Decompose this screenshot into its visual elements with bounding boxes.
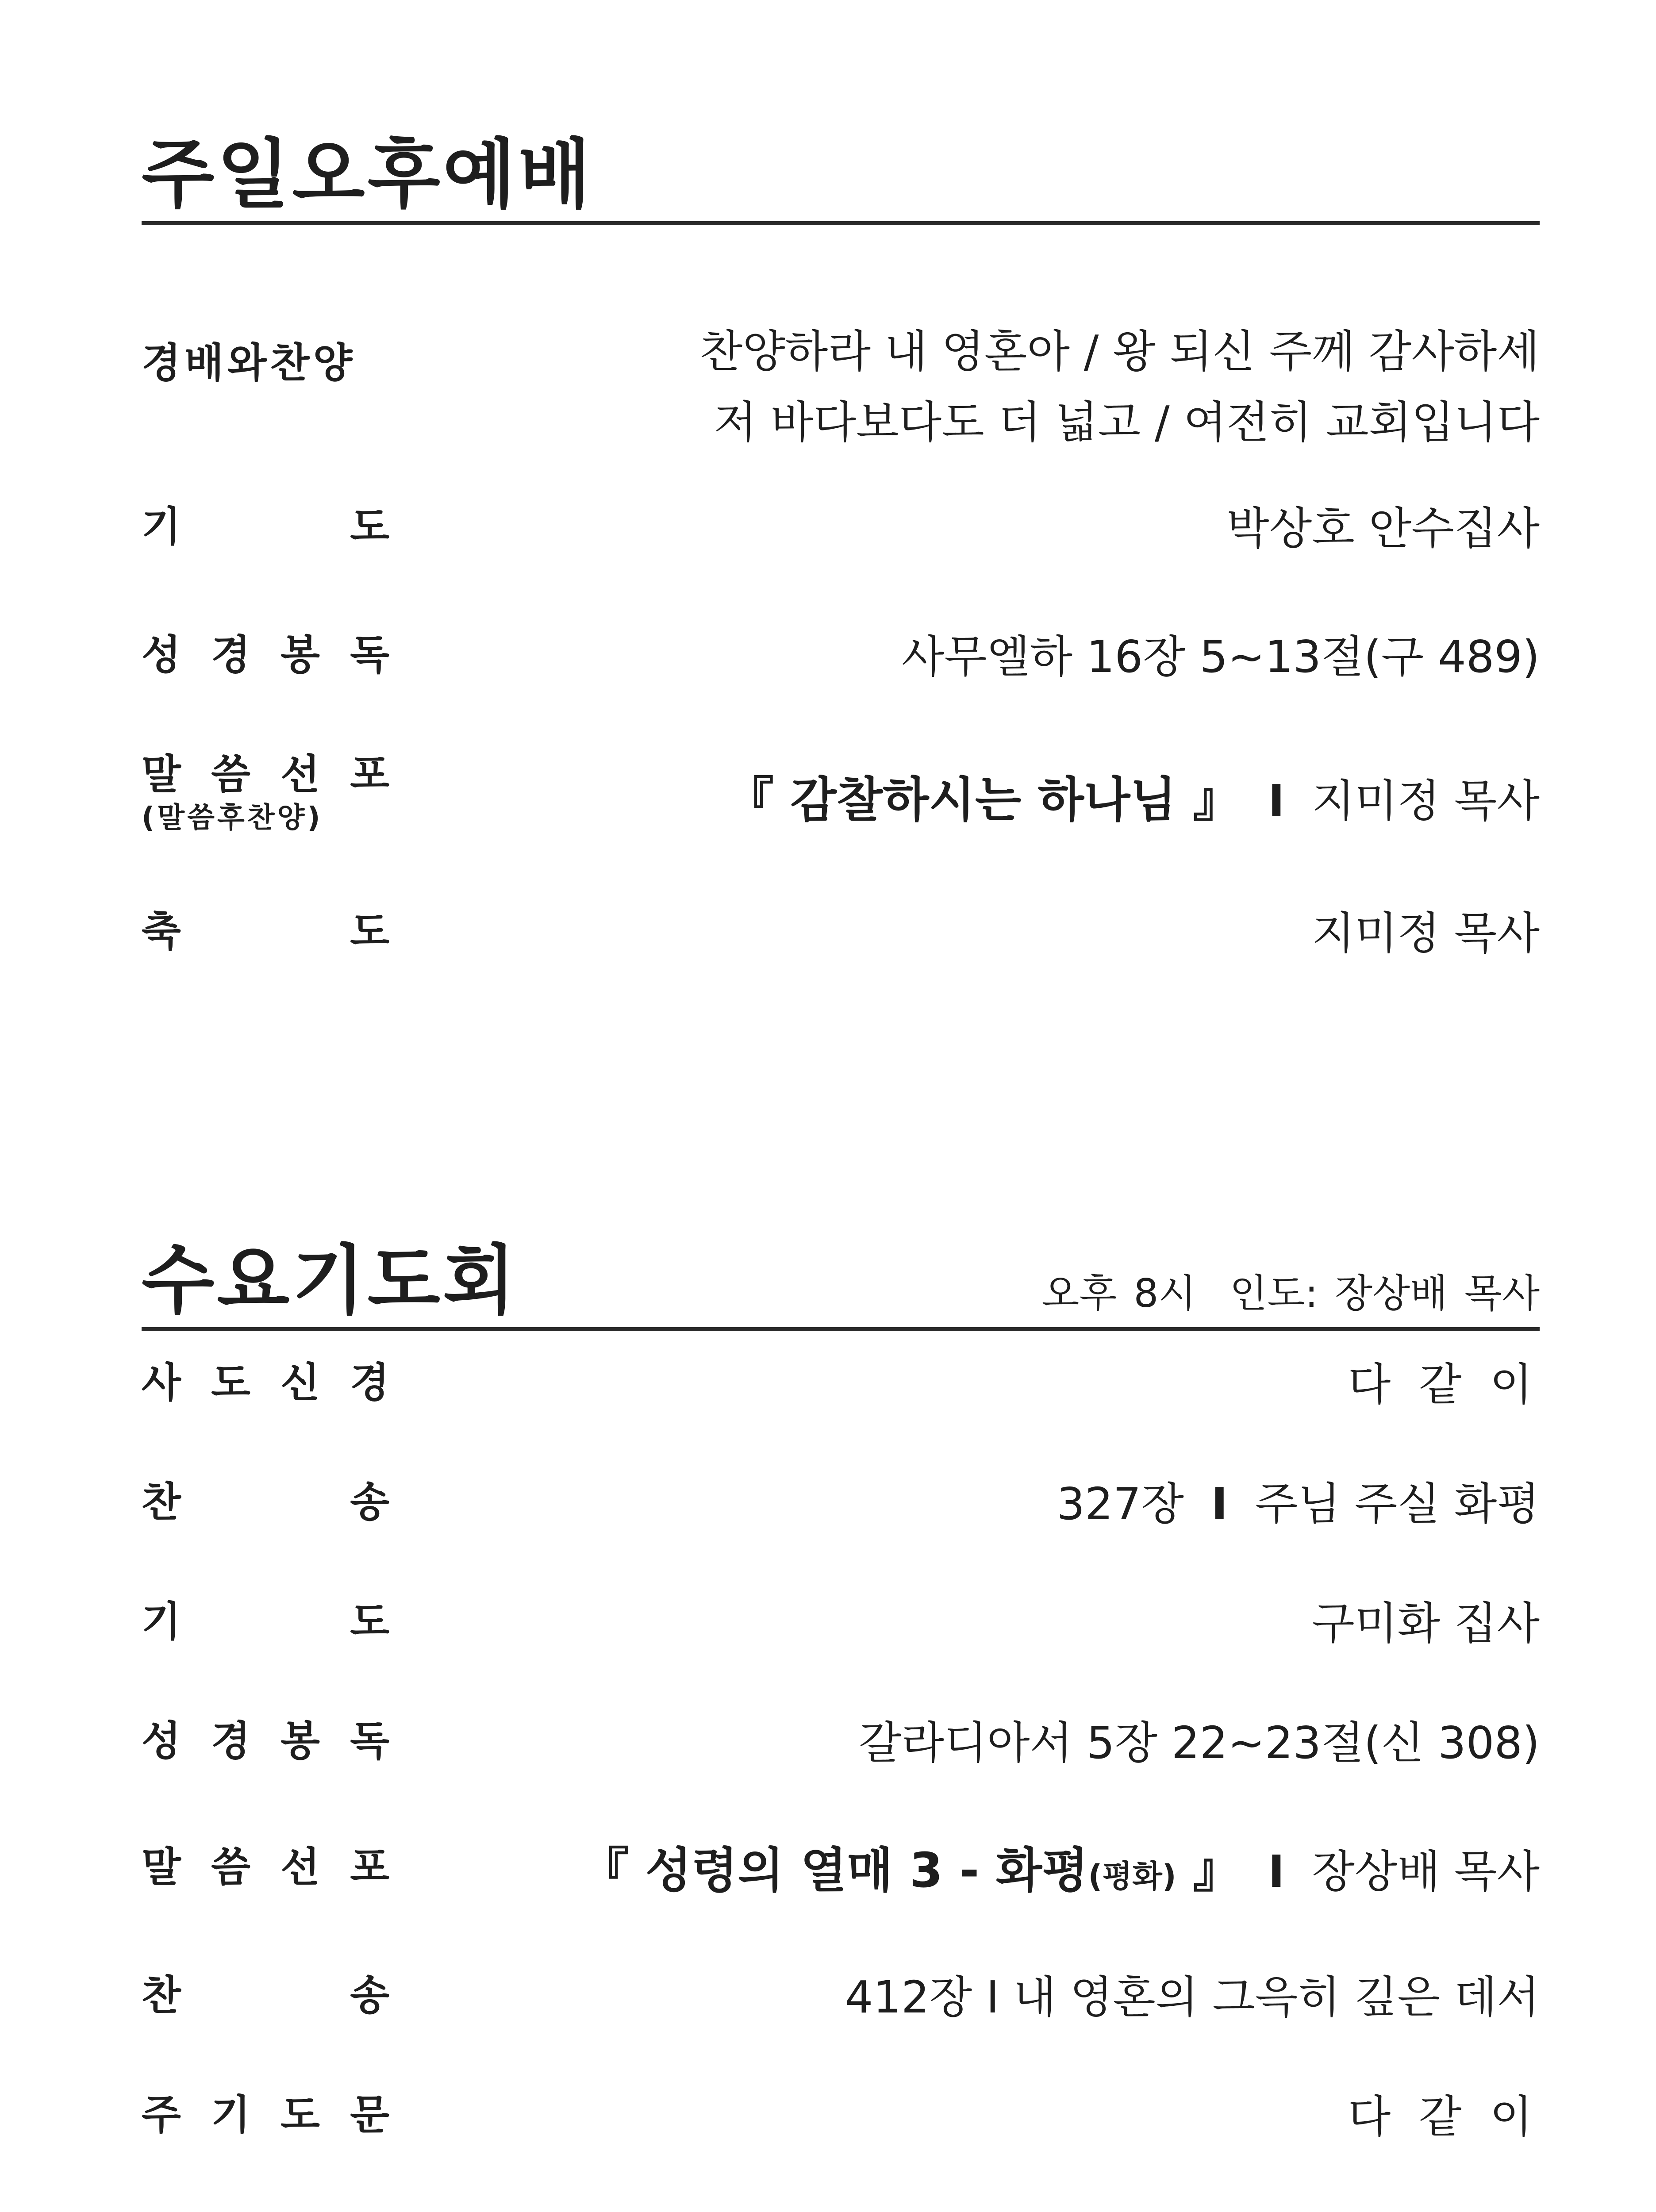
row-label-char: 성 <box>142 1717 181 1765</box>
program-row <box>142 316 1540 448</box>
row-label-char: 도 <box>211 1359 250 1406</box>
row-value <box>581 1843 1540 1898</box>
divider <box>142 221 1540 225</box>
divider <box>142 1327 1540 1331</box>
row-label <box>142 631 389 679</box>
separator: I <box>1268 1846 1285 1897</box>
section-header <box>142 1239 1540 1327</box>
row-label-text <box>142 751 389 798</box>
row-label-char: 포 <box>350 1843 389 1891</box>
row-label <box>142 908 389 955</box>
row-label-char: 씀 <box>211 751 250 798</box>
row-label-char: 도 <box>350 503 389 550</box>
row-label <box>142 1359 389 1406</box>
row-label <box>142 1479 389 1526</box>
row-label-char: 기 <box>211 2091 250 2139</box>
hymn-title: 주님 주실 화평 <box>1255 1478 1540 1530</box>
sermon-title-note: (평화) <box>1088 1858 1176 1894</box>
section-header <box>142 133 1540 221</box>
row-label-char: 독 <box>350 1717 389 1765</box>
row-value: 다 같 이 <box>1348 1359 1540 1410</box>
row-label-char: 주 <box>142 2091 181 2139</box>
row-label-char: 선 <box>280 751 320 798</box>
row-label-char: 찬 <box>142 1479 181 1526</box>
row-value <box>726 772 1540 828</box>
row-label <box>142 1598 389 1645</box>
row-label-char: 송 <box>350 1479 389 1526</box>
row-label-char: 축 <box>142 908 181 955</box>
row-label-char: 선 <box>280 1843 320 1891</box>
section-info: 오후 8시 인도: 장상배 목사 <box>1041 1271 1540 1316</box>
row-label-char: 성 <box>142 631 181 679</box>
row-value: 사무엘하 16장 5~13절(구 489) <box>901 631 1540 683</box>
speaker: 장상배 목사 <box>1312 1846 1540 1897</box>
row-label-char: 송 <box>350 1972 389 2019</box>
row-label-char: 경 <box>211 1717 250 1765</box>
row-label <box>142 2091 389 2139</box>
sermon-title: 『 감찰하시는 하나님 』 <box>726 772 1241 828</box>
row-value: 갈라디아서 5장 22~23절(신 308) <box>859 1717 1540 1769</box>
row-value: 박상호 안수집사 <box>1226 503 1540 554</box>
row-label-text <box>142 503 389 550</box>
row-label-char: 도 <box>350 1598 389 1645</box>
praise-line-2: 저 바다보다도 더 넓고 / 여전히 교회입니다 <box>714 396 1540 448</box>
row-label-char: 찬 <box>142 1972 181 2019</box>
row-label-text <box>142 1843 389 1891</box>
row-value: 412장 I 내 영혼의 그윽히 깊은 데서 <box>845 1971 1540 2023</box>
row-label-char: 포 <box>350 751 389 798</box>
row-label-text <box>142 631 389 679</box>
speaker: 지미정 목사 <box>1312 775 1540 827</box>
row-label-char: 말 <box>142 751 181 798</box>
row-label-char: 말 <box>142 1843 181 1891</box>
row-value: 지미정 목사 <box>1312 907 1540 959</box>
row-label-char: 도 <box>280 2091 320 2139</box>
row-label-text <box>142 908 389 955</box>
section-sunday-afternoon <box>142 131 1540 959</box>
row-label-char: 도 <box>350 908 389 955</box>
row-label-char: 봉 <box>280 1717 320 1765</box>
row-label <box>142 1843 389 1891</box>
row-label <box>142 1717 389 1765</box>
row-label <box>142 751 389 834</box>
sermon-title: 『 성령의 열매 3 - 화평 <box>581 1843 1088 1898</box>
row-label-text <box>142 1479 389 1526</box>
row-label: 경배와찬양 <box>142 339 356 387</box>
row-label-text <box>142 1598 389 1645</box>
row-label-char: 신 <box>280 1359 320 1406</box>
praise-line-1: 찬양하라 내 영혼아 / 왕 되신 주께 감사하세 <box>699 326 1540 377</box>
row-label <box>142 1972 389 2019</box>
row-value: 구미화 집사 <box>1312 1598 1540 1649</box>
row-label-char: 봉 <box>280 631 320 679</box>
row-label-text <box>142 1717 389 1765</box>
row-label-text <box>142 1359 389 1406</box>
row-label-char: 독 <box>350 631 389 679</box>
row-value: 다 같 이 <box>1348 2091 1540 2143</box>
sermon-title-close: 』 <box>1176 1843 1241 1898</box>
row-label-char: 기 <box>142 503 181 550</box>
row-sublabel: (말씀후찬양) <box>142 802 323 834</box>
row-label-char: 문 <box>350 2091 389 2139</box>
row-label-text <box>142 1972 389 2019</box>
row-label-text <box>142 2091 389 2139</box>
row-value <box>700 316 1540 458</box>
section-title: 수요기도회 <box>142 1237 519 1325</box>
row-label-char: 기 <box>142 1598 181 1645</box>
row-label-char: 씀 <box>211 1843 250 1891</box>
section-title: 주일오후예배 <box>142 131 594 219</box>
separator: I <box>1211 1478 1228 1530</box>
row-label-char: 경 <box>211 631 250 679</box>
separator: I <box>1268 775 1285 827</box>
row-label <box>142 503 389 550</box>
row-label-char: 경 <box>350 1359 389 1406</box>
section-wednesday-prayer <box>142 1237 1540 2143</box>
row-label-char: 사 <box>142 1359 181 1406</box>
hymn-number: 327장 <box>1057 1478 1184 1530</box>
row-value <box>1057 1478 1540 1530</box>
